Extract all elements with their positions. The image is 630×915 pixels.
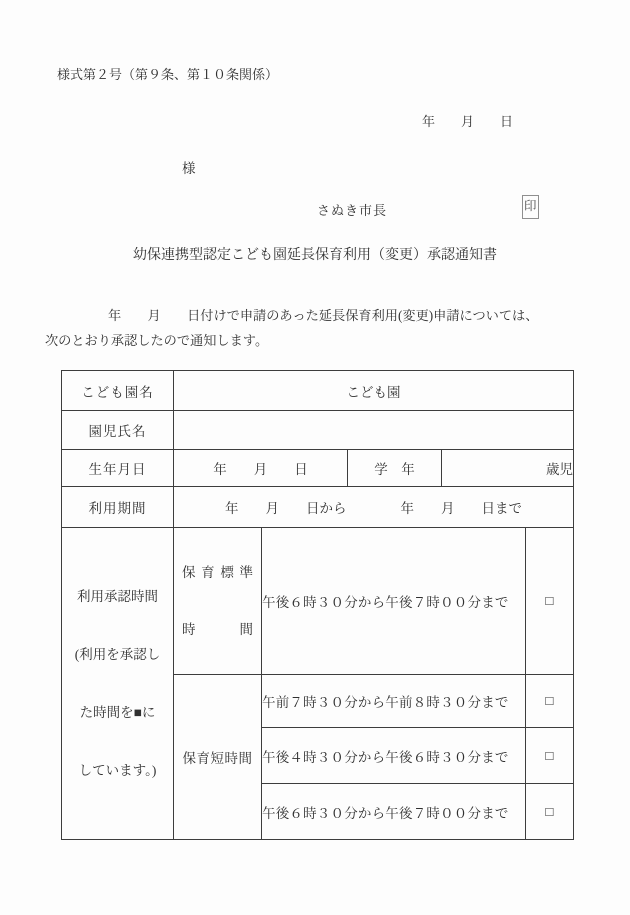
approved-time-label-line1: 利用承認時間: [77, 588, 158, 604]
child-name-label: 園児氏名: [62, 411, 174, 450]
approval-table: [61, 370, 574, 840]
approved-time-label-line2: (利用を承認し: [74, 646, 161, 662]
short-care-label: 保育短時間: [174, 675, 262, 840]
age-label: 歳児: [442, 450, 574, 487]
checkbox-slot-2: □: [526, 675, 574, 728]
checkbox-slot-3: □: [526, 728, 574, 784]
standard-care-label: 保育標準 時間: [174, 528, 262, 675]
grade-label: 学 年: [348, 450, 442, 487]
official-seal-placeholder: 印: [522, 195, 539, 219]
birth-date-blanks: 年 月 日: [174, 450, 348, 487]
birth-date-label: 生年月日: [62, 450, 174, 487]
kodomoen-name-value: こども園: [174, 371, 574, 411]
checkbox-slot-1: □: [526, 528, 574, 675]
usage-period-blanks: 年 月 日から 年 月 日まで: [174, 487, 574, 528]
approved-time-label: [62, 528, 174, 840]
row-time-standard: [62, 528, 574, 675]
approved-time-label-line3: た時間を■に: [79, 704, 156, 720]
usage-period-label: 利用期間: [62, 487, 174, 528]
row-usage-period: [62, 487, 574, 528]
row-kodomoen-name: [62, 371, 574, 411]
document-title: 幼保連携型認定こども園延長保育利用（変更）承認通知書: [133, 248, 497, 263]
body-paragraph-line2: 次のとおり承認したので通知します。: [45, 333, 269, 348]
time-slot-4: 午後６時３０分から午後７時００分まで: [262, 784, 526, 840]
time-slot-2: 午前７時３０分から午前８時３０分まで: [262, 675, 526, 728]
checkbox-slot-4: □: [526, 784, 574, 840]
kodomoen-name-label: こども園名: [62, 371, 174, 411]
row-child-name: [62, 411, 574, 450]
addressee-honorific: 様: [182, 161, 196, 176]
child-name-value: [174, 411, 574, 450]
issuer-name: さぬき市長: [317, 203, 388, 218]
row-birth-date: [62, 450, 574, 487]
form-number-line: 様式第２号（第９条、第１０条関係）: [57, 67, 279, 82]
approved-time-label-line4: しています。): [78, 762, 157, 778]
body-paragraph-line1: 年 月 日付けで申請のあった延長保育利用(変更)申請については、: [108, 308, 539, 323]
issue-date-blanks: 年 月 日: [422, 114, 514, 129]
time-slot-1: 午後６時３０分から午後７時００分まで: [262, 528, 526, 675]
time-slot-3: 午後４時３０分から午後６時３０分まで: [262, 728, 526, 784]
